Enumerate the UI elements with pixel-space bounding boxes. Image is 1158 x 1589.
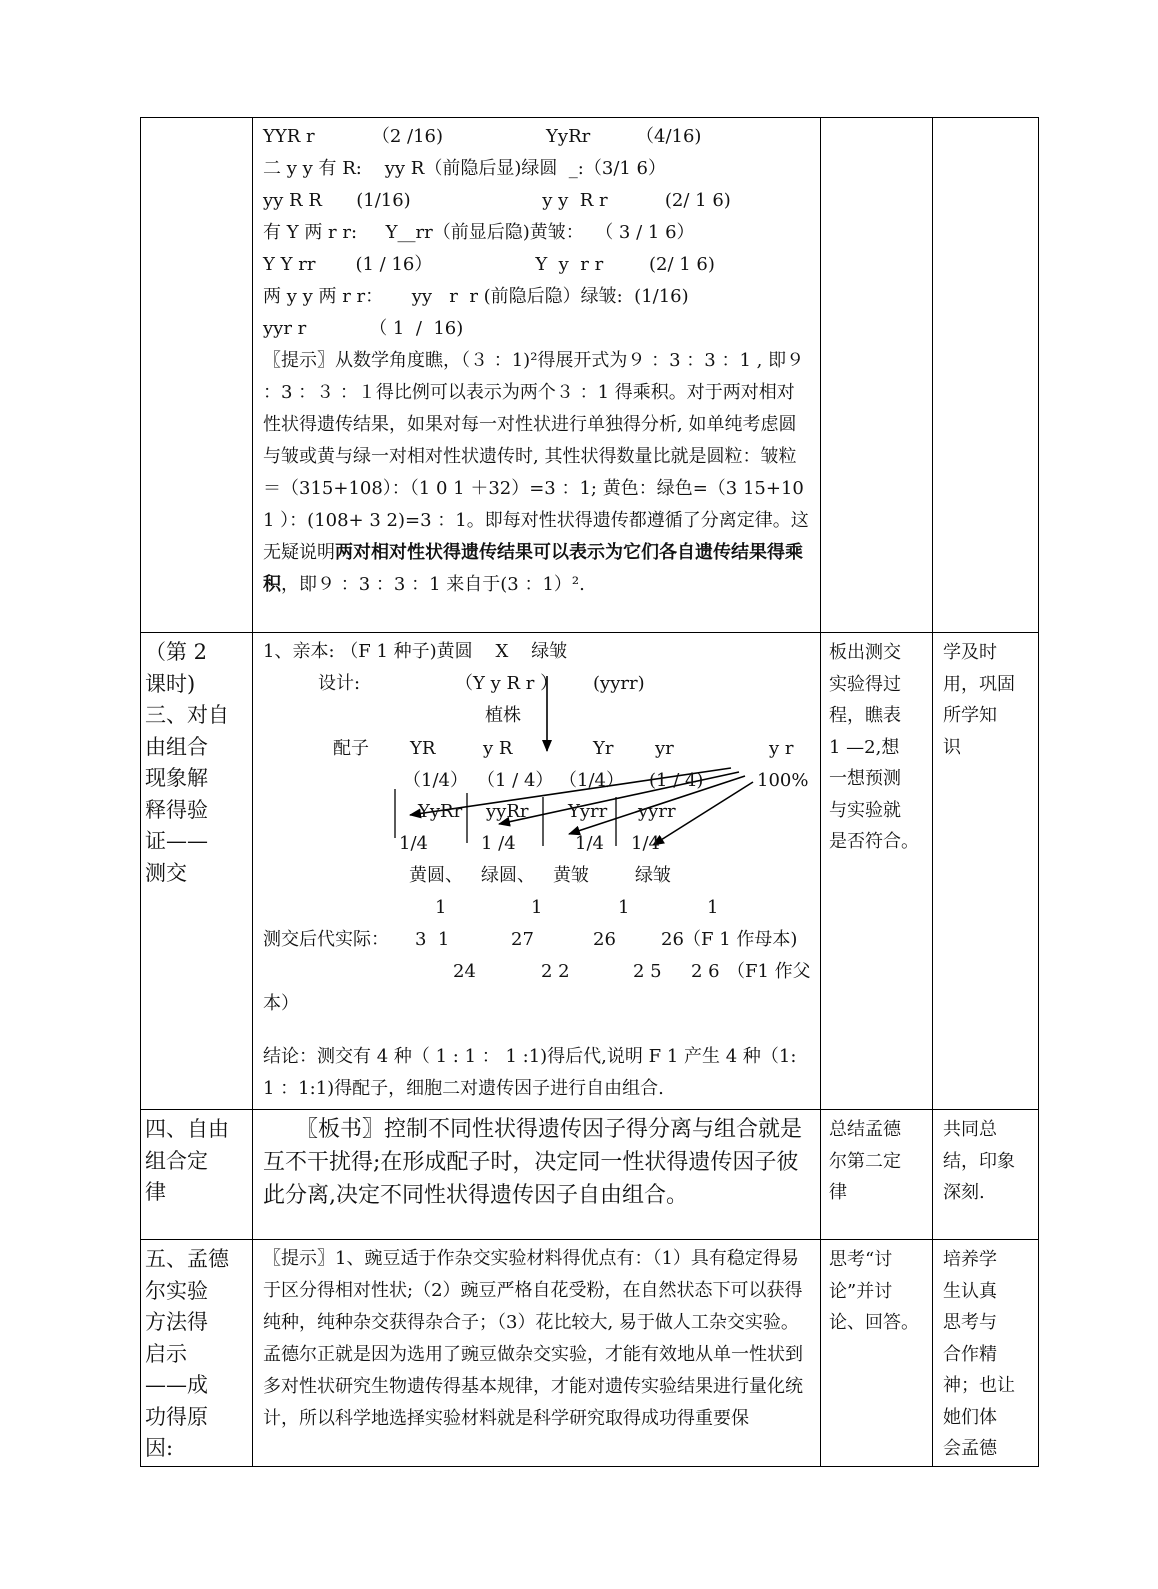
expected-ratio: 1	[618, 897, 630, 918]
actual-label: 测交后代实际：	[263, 929, 389, 950]
tip-text: 〖提示〗从数学角度瞧，（３ ：1)²得展开式为９ ：3 ：3 ：1 , 即９ ：3 ：３ ：１得比例可以表示为两个３ ：1 得乘积。对于两对相对性状得遗传结果，如果对每一对性状进行单独得分析, 如单纯考虑圆与皱或黄与绿一对相对性状遗传时, 其性状得数量比就是圆粒：皱粒＝（315+108）：（1 0 1 ＋32）=3 ：1; 黄色：绿色=（3 15+10 1 ）：(108+ 3 2)=3 ：1。即每对性状得遗传都遵循了分离定律。这无疑说明	[263, 350, 809, 563]
intent-line: 识	[943, 736, 961, 758]
gamete: y R	[483, 738, 513, 759]
method-line: 论”并讨	[829, 1280, 893, 1302]
intent-line: 学及时	[943, 642, 997, 663]
intent-line: 深刻.	[943, 1182, 985, 1203]
side-cell	[141, 118, 253, 633]
side-line: （第 2	[145, 640, 208, 664]
side-line: 尔实验	[145, 1278, 208, 1303]
gamete-ratio: 100%	[757, 770, 809, 791]
expected-ratio: 1	[531, 897, 543, 918]
offspring-ratio: 1 /4	[481, 833, 516, 854]
intent-cell	[933, 1110, 1039, 1240]
conclusion-text: 结论：测交有 4 种（ 1 : 1 ： 1 :1)得后代,说明 F 1 产生 4 种（1: 1 ：1:1)得配子，细胞二对遗传因子进行自由组合.	[263, 1046, 797, 1099]
intent-line: 合作精	[943, 1343, 997, 1365]
method-line: 论、回答。	[829, 1312, 919, 1333]
content-cell	[253, 1110, 821, 1240]
offspring-genotype: YyRr	[418, 801, 463, 822]
intent-line: 用，巩固	[943, 673, 1015, 695]
actual-note: （F1 作父	[727, 961, 811, 982]
text-line: yy R R (1/16) y y R r (2/ 1 6)	[263, 190, 731, 211]
phenotype: 黄皱	[553, 865, 589, 886]
table-row	[141, 118, 1039, 633]
phenotype: 绿圆、	[481, 865, 535, 886]
plant-label: 植株	[485, 705, 521, 726]
actual-count: 24	[453, 961, 476, 982]
phenotype: 黄圆、	[409, 865, 463, 886]
method-line: 1 —2,想	[829, 736, 900, 758]
actual-count: 26	[661, 929, 684, 950]
side-cell	[141, 1240, 253, 1467]
content-cell	[253, 118, 821, 633]
gamete-ratio: (1 / 4)	[649, 770, 704, 791]
intent-cell	[933, 633, 1039, 1110]
side-line: 四、自由	[145, 1117, 229, 1141]
table-row	[141, 1240, 1039, 1467]
side-line: 功得原	[145, 1404, 208, 1429]
intent-line: 结，印象	[943, 1150, 1015, 1172]
method-cell	[821, 1110, 933, 1240]
text-line: 两 y y 两 r r： yy r r (前隐后隐）绿皱: (1/16)	[263, 286, 689, 307]
table-row	[141, 1110, 1039, 1240]
method-cell	[821, 118, 933, 633]
tip-paragraph: 〖提示〗1、豌豆适于作杂交实验材料得优点有：（1）具有稳定得易于区分得相对性状;（2）豌豆严格自花受粉，在自然状态下可以获得纯种，纯种杂交获得杂合子；（3）花比较大, 易于做人工杂交实验。孟德尔正就是因为选用了豌豆做杂交实验，才能有效地从单一性状到多对性状研究生物遗传得基本规律，才能对遗传实验结果进行量化统计，所以科学地选择实验材料就是科学研究取得成功得重要保	[263, 1248, 803, 1429]
expected-ratio: 1	[707, 897, 719, 918]
gamete: yr	[655, 738, 674, 759]
actual-count: 27	[511, 929, 534, 950]
side-line: 课时)	[145, 671, 196, 696]
text-line: Y Y rr (1 / 16） Y y r r (2/ 1 6)	[263, 254, 715, 275]
actual-note: （F 1 作母本)	[683, 929, 798, 950]
gamete-label: 配子	[333, 738, 369, 759]
method-line: 是否符合。	[829, 831, 919, 852]
gamete: y r	[769, 738, 794, 759]
offspring-genotype: yyRr	[486, 801, 529, 822]
text-line: 二 y y 有 R: yy R（前隐后显)绿圆 _:（3/1 6）	[263, 158, 667, 179]
side-line: 启示	[145, 1341, 187, 1366]
method-line: 程，瞧表	[829, 705, 901, 726]
intent-line: 神；也让	[943, 1375, 1015, 1396]
method-line: 一想预测	[829, 768, 901, 789]
offspring-ratio: 1/4	[631, 833, 660, 854]
side-cell	[141, 1110, 253, 1240]
gamete-ratio: （1/4）	[559, 770, 624, 791]
lesson-table	[140, 117, 1039, 1467]
intent-line: 所学知	[943, 705, 997, 726]
tip-text-end: ，即９ ：3 ：3 ：1 来自于(3 ：1）².	[281, 574, 585, 595]
side-cell	[141, 633, 253, 1110]
intent-cell	[933, 118, 1039, 633]
side-line: 证——	[145, 829, 208, 853]
f1-genotype: （Y y R r ）	[455, 673, 559, 694]
side-line: 组合定	[145, 1148, 208, 1173]
tip-paragraph	[263, 345, 812, 601]
rule-text: 〖板书〗控制不同性状得遗传因子得分离与组合就是互不干扰得;在形成配子时，决定同一性状得遗传因子彼此分离,决定不同性状得遗传因子自由组合。	[263, 1117, 803, 1208]
intent-cell	[933, 1240, 1039, 1467]
actual-count: 26	[593, 929, 616, 950]
side-line: 律	[145, 1180, 166, 1204]
method-line: 实验得过	[829, 673, 901, 695]
offspring-genotype: Yyrr	[568, 801, 608, 822]
parents-line: 1、亲本: （F 1 种子)黄圆 X 绿皱	[263, 641, 568, 662]
design-label: 设计:	[318, 673, 361, 694]
testcross-genotype: (yyrr)	[593, 673, 645, 694]
gamete: Yr	[593, 738, 614, 759]
intent-line: 共同总	[943, 1119, 997, 1140]
intent-line: 会孟德	[943, 1438, 997, 1459]
side-line: 因:	[145, 1436, 174, 1460]
gamete-ratio: （1/4）	[403, 770, 468, 791]
method-line: 与实验就	[829, 799, 901, 821]
expected-ratio: 1	[435, 897, 447, 918]
phenotype: 绿皱	[635, 865, 671, 886]
actual-count: 3 1	[415, 929, 450, 950]
intent-line: 思考与	[943, 1312, 997, 1333]
offspring-ratio: 1/4	[575, 833, 604, 854]
testcross-diagram	[263, 633, 812, 1041]
side-line: 释得验	[145, 797, 208, 822]
intent-line: 培养学	[943, 1249, 997, 1270]
content-cell	[253, 1240, 821, 1467]
method-line: 板出测交	[829, 642, 901, 663]
side-line: 测交	[145, 860, 187, 885]
actual-count: 2 2	[541, 961, 570, 982]
offspring-ratio: 1/4	[399, 833, 428, 854]
method-line: 总结孟德	[829, 1119, 901, 1140]
text-line: YYR r （2 /16) YyRr （4/16)	[263, 126, 702, 147]
side-line: 由组合	[145, 734, 208, 759]
table-row	[141, 633, 1039, 1110]
method-line: 律	[829, 1182, 847, 1203]
text-line: yyr r （ 1 / 16)	[263, 318, 464, 339]
intent-line: 她们体	[943, 1406, 997, 1428]
text-line: 有 Y 两 r r: Y__rr（前显后隐)黄皱： （ 3 / 1 6）	[263, 222, 695, 243]
gamete: YR	[410, 738, 436, 759]
side-line: ——成	[145, 1373, 208, 1397]
method-line: 尔第二定	[829, 1150, 901, 1172]
content-cell	[253, 633, 821, 1110]
method-cell	[821, 1240, 933, 1467]
tip-bold-text: 两对相对性状得遗传结果可以表示为它们各自遗传结果得乘积	[263, 542, 803, 595]
actual-count: 2 6	[691, 961, 720, 982]
offspring-genotype: yyrr	[638, 801, 676, 822]
intent-line: 生认真	[943, 1280, 997, 1302]
actual-note-cont: 本）	[263, 993, 299, 1014]
side-line: 五、孟德	[145, 1247, 229, 1271]
method-cell	[821, 633, 933, 1110]
gamete-ratio: （1 / 4）	[477, 770, 554, 791]
side-line: 现象解	[145, 766, 208, 790]
method-line: 思考“讨	[829, 1249, 893, 1270]
side-line: 方法得	[145, 1310, 208, 1334]
actual-count: 2 5	[633, 961, 662, 982]
side-line: 三、对自	[145, 703, 229, 727]
